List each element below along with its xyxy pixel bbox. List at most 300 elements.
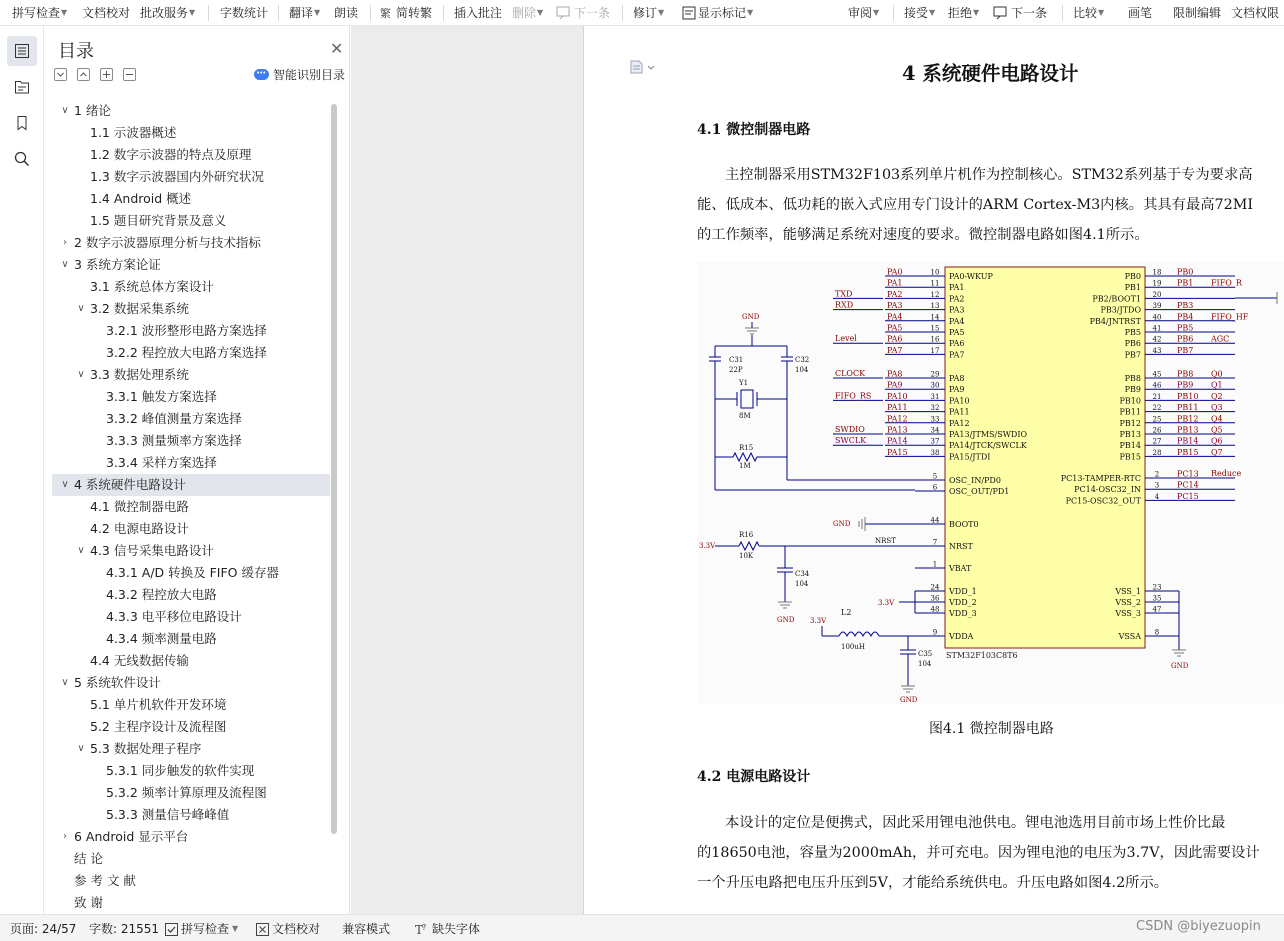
net-label: PA13 xyxy=(887,425,908,435)
pin-name: VDDA xyxy=(949,632,974,641)
toc-item[interactable] xyxy=(52,320,330,342)
svg-text:繁: 繁 xyxy=(380,7,391,20)
toc-item-label: 3 系统方案论证 xyxy=(74,257,161,272)
net-label: PB3 xyxy=(1177,301,1194,311)
signal-label: Q3 xyxy=(1211,403,1223,413)
net-label: PC15 xyxy=(1177,491,1199,501)
toc-item[interactable] xyxy=(52,452,330,474)
paragraph-line: 的工作频率，能够满足系统对速度的要求。微控制器电路如图4.1所示。 xyxy=(697,227,1149,243)
l2-label: L2 xyxy=(841,608,852,617)
crystal-y1 xyxy=(741,390,753,408)
toc-scrollbar[interactable] xyxy=(331,104,337,834)
outline-icon xyxy=(14,79,30,95)
chevron-down-icon: ▼ xyxy=(929,8,936,17)
svg-text:?: ? xyxy=(422,923,427,932)
toc-item-label: 参 考 文 献 xyxy=(74,873,136,888)
net-label: PA4 xyxy=(887,312,903,322)
pin-number: 39 xyxy=(1152,302,1162,311)
pin-number: 34 xyxy=(930,426,940,435)
toc-item-label: 致 谢 xyxy=(74,895,103,910)
close-icon[interactable]: ✕ xyxy=(330,39,344,58)
pin-name: PB2/BOOT1 xyxy=(1092,294,1141,304)
pin-name: PA9 xyxy=(949,385,965,395)
chevron-down-icon[interactable]: ∨ xyxy=(77,369,85,380)
net-label: PB1 xyxy=(1177,278,1194,288)
net-label: PB5 xyxy=(1177,323,1194,333)
document-permission-button[interactable]: 文档权限 xyxy=(1231,6,1280,20)
net-label: PA7 xyxy=(887,345,903,355)
pin-name: PB9 xyxy=(1124,385,1141,395)
chevron-down-icon: ▼ xyxy=(61,8,68,17)
rail-search-button[interactable] xyxy=(7,144,37,174)
status-proofread[interactable]: 文档校对 xyxy=(256,921,320,937)
chevron-down-icon[interactable]: ∨ xyxy=(77,545,85,556)
net-label: PA10 xyxy=(887,391,908,401)
pin-name: PB4/JNTRST xyxy=(1089,316,1141,326)
svg-text:T: T xyxy=(415,923,424,936)
net-label: PB9 xyxy=(1177,380,1194,390)
pin-name: VBAT xyxy=(949,564,972,573)
chevron-down-icon: ▼ xyxy=(873,8,880,17)
toc-item[interactable] xyxy=(52,716,330,738)
c31-value: 22P xyxy=(729,366,743,374)
chevron-down-icon: ▼ xyxy=(747,8,754,17)
net-label: PA8 xyxy=(887,369,903,379)
r16-label: R16 xyxy=(739,531,754,539)
toc-item-label: 4.3.1 A/D 转换及 FIFO 缓存器 xyxy=(106,565,279,580)
toc-item-label: 5.3 数据处理子程序 xyxy=(90,741,202,756)
gnd-label: GND xyxy=(777,616,795,624)
toc-item[interactable] xyxy=(52,760,330,782)
resistor-r16 xyxy=(739,542,759,550)
pin-name: VSS_3 xyxy=(1115,609,1141,618)
pin-name: VSSA xyxy=(1118,632,1141,641)
mcu-chip-name: STM32F103C8T6 xyxy=(946,651,1018,660)
pin-number: 20 xyxy=(1152,290,1162,299)
toc-item[interactable] xyxy=(52,628,330,650)
pin-name: PA12 xyxy=(949,418,970,428)
toc-item-label: 4.2 电源电路设计 xyxy=(90,521,189,536)
review-button[interactable]: 审阅▼ xyxy=(848,6,880,20)
c32-value: 104 xyxy=(795,366,809,374)
chevron-down-icon xyxy=(56,70,65,79)
pin-number: 40 xyxy=(1152,313,1162,322)
track-changes-button[interactable]: 修订▼ xyxy=(633,6,665,20)
minus-icon xyxy=(125,70,134,79)
page-format-icon[interactable] xyxy=(630,60,656,74)
toc-item-label: 3.3.2 峰值测量方案选择 xyxy=(106,411,242,426)
next-change-button[interactable]: 下一条 xyxy=(993,4,1047,22)
net-label: PB15 xyxy=(1177,447,1199,457)
toc-item-label: 4.1 微控制器电路 xyxy=(90,499,189,514)
next-change-icon xyxy=(993,6,1009,20)
chevron-down-icon: ▼ xyxy=(973,8,980,17)
pin-number: 21 xyxy=(1152,392,1162,401)
net-label: PA6 xyxy=(887,334,903,344)
pin-name: PB0 xyxy=(1124,272,1141,281)
chevron-right-icon[interactable]: › xyxy=(63,831,67,842)
toc-item-label: 6 Android 显示平台 xyxy=(74,829,189,844)
microcontroller-schematic[interactable] xyxy=(697,262,1284,704)
toc-item[interactable] xyxy=(52,672,330,694)
toc-item[interactable] xyxy=(52,298,330,320)
delete-comment-button[interactable]: 删除▼ xyxy=(512,6,544,20)
chevron-down-icon[interactable]: ∨ xyxy=(61,105,69,116)
toc-item[interactable] xyxy=(52,892,330,912)
document-page[interactable] xyxy=(583,26,1284,914)
pin-number: 46 xyxy=(1152,381,1162,390)
pin-name: PC13-TAMPER-RTC xyxy=(1060,474,1141,483)
pin-number: 14 xyxy=(930,313,940,322)
toc-item[interactable] xyxy=(52,518,330,540)
pin-number: 35 xyxy=(1152,594,1162,603)
pin-name: PB11 xyxy=(1119,407,1141,417)
pin-number: 1 xyxy=(932,560,938,569)
pin-number: 45 xyxy=(1152,370,1162,379)
toc-item[interactable] xyxy=(52,100,330,122)
pin-number: 32 xyxy=(930,404,940,413)
toc-item-label: 5 系统软件设计 xyxy=(74,675,161,690)
add-toc-item-button[interactable] xyxy=(100,68,113,81)
chevron-down-icon: ▼ xyxy=(537,8,544,17)
toc-item-label: 5.3.1 同步触发的软件实现 xyxy=(106,763,255,778)
pen-button[interactable]: 画笔 xyxy=(1128,6,1153,20)
c32-label: C32 xyxy=(795,356,810,364)
pin-number: 25 xyxy=(1152,415,1162,424)
pin-number: 3 xyxy=(1154,481,1160,490)
pin-number: 29 xyxy=(930,370,940,379)
rail-toc-button[interactable] xyxy=(7,36,37,66)
markup-icon xyxy=(682,6,696,20)
toc-item[interactable] xyxy=(52,342,330,364)
net-label: PA1 xyxy=(887,278,903,288)
pin-number: 9 xyxy=(932,628,938,637)
signal-label: FIFO_HF xyxy=(1211,312,1249,322)
net-label: PA5 xyxy=(887,323,903,333)
toc-item[interactable] xyxy=(52,804,330,826)
net-label: PB6 xyxy=(1177,334,1194,344)
pin-name: PA3 xyxy=(949,305,965,315)
toolbar-divider xyxy=(278,5,279,21)
signal-label: CLOCK xyxy=(835,369,866,378)
search-icon xyxy=(14,151,30,167)
net-label: PB4 xyxy=(1177,312,1194,322)
pin-name: PA13/JTMS/SWDIO xyxy=(949,430,1028,439)
signal-label: FIFO_RS xyxy=(835,391,872,401)
review-toolbar xyxy=(0,0,1284,26)
toc-item-label: 3.3.3 测量频率方案选择 xyxy=(106,433,242,448)
gnd-label: GND xyxy=(900,696,918,704)
pin-name: PB13 xyxy=(1119,430,1141,439)
toc-item-label: 5.1 单片机软件开发环境 xyxy=(90,697,227,712)
pin-name: PB7 xyxy=(1124,350,1141,360)
toc-item[interactable] xyxy=(52,474,330,496)
next-comment-button[interactable]: 下一条 xyxy=(556,4,610,22)
toc-item-label: 1.4 Android 概述 xyxy=(90,191,192,206)
paragraph-line: 的18650电池，容量为2000mAh，并可充电。因为锂电池的电压为3.7V，因此需要设计 xyxy=(697,845,1260,861)
pin-number: 4 xyxy=(1154,492,1160,501)
toc-item[interactable] xyxy=(52,166,330,188)
toc-item-label: 3.2.2 程控放大电路方案选择 xyxy=(106,345,267,360)
toc-item-label: 5.3.2 频率计算原理及流程图 xyxy=(106,785,267,800)
pin-name: PB15 xyxy=(1119,452,1141,462)
signal-label: AGC xyxy=(1211,334,1230,344)
net-label: PA2 xyxy=(887,289,903,299)
rail-bookmark-button[interactable] xyxy=(7,108,37,138)
watermark-text: CSDN @biyezuopin xyxy=(1136,919,1261,934)
page-indicator[interactable]: 页面: 24/57 xyxy=(10,922,77,936)
toc-item[interactable] xyxy=(52,562,330,584)
pin-number: 47 xyxy=(1152,605,1162,614)
toc-item[interactable] xyxy=(52,848,330,870)
chat-bubble-icon xyxy=(254,69,269,80)
accept-button[interactable]: 接受▼ xyxy=(904,6,936,20)
pin-name: NRST xyxy=(949,542,973,551)
toc-item-label: 1.2 数字示波器的特点及原理 xyxy=(90,147,252,162)
toc-item[interactable] xyxy=(52,408,330,430)
paragraph-line: 主控制器采用STM32F103系列单片机作为控制核心。STM32系列基于专为要求高 xyxy=(725,167,1253,183)
net-label: PB0 xyxy=(1177,267,1194,277)
toc-item[interactable] xyxy=(52,584,330,606)
toc-panel-title: 目录 xyxy=(58,41,94,62)
toc-item[interactable] xyxy=(52,122,330,144)
net-label: PA14 xyxy=(887,436,908,446)
signal-label: SWDIO xyxy=(835,425,865,434)
pin-number: 44 xyxy=(930,516,940,525)
toolbar-divider xyxy=(893,5,894,21)
pin-number: 16 xyxy=(930,335,940,344)
document-area xyxy=(351,26,1284,914)
toc-item-label: 4.3 信号采集电路设计 xyxy=(90,543,214,558)
pin-name: OSC_OUT/PD1 xyxy=(949,487,1010,496)
toolbar-divider xyxy=(1062,5,1063,21)
pin-name: PA4 xyxy=(949,316,965,326)
bookmark-icon xyxy=(14,115,30,131)
pin-number: 42 xyxy=(1152,335,1162,344)
gnd-label: GND xyxy=(833,520,851,528)
toc-item[interactable] xyxy=(52,540,330,562)
c34-label: C34 xyxy=(795,570,810,578)
chevron-down-icon: ▼ xyxy=(1098,8,1105,17)
toc-item[interactable] xyxy=(52,210,330,232)
toc-item[interactable] xyxy=(52,386,330,408)
figure-caption: 图4.1 微控制器电路 xyxy=(929,721,1054,737)
signal-label: Q0 xyxy=(1211,369,1223,379)
spell-check-button[interactable]: 拼写检查▼ xyxy=(12,6,68,20)
pin-name: VDD_1 xyxy=(949,587,977,596)
smart-toc-button[interactable]: •••智能识别目录 xyxy=(254,67,345,83)
translate-button[interactable]: 翻译▼ xyxy=(289,6,321,20)
pin-number: 24 xyxy=(930,583,940,592)
chevron-down-icon[interactable]: ∨ xyxy=(61,259,69,270)
toc-item-label: 4.3.4 频率测量电路 xyxy=(106,631,217,646)
net-label: PB13 xyxy=(1177,425,1199,435)
toc-item[interactable] xyxy=(52,650,330,672)
net-label: PC13 xyxy=(1177,469,1199,479)
toc-item[interactable] xyxy=(52,606,330,628)
toolbar-divider xyxy=(208,5,209,21)
paragraph-line: 本设计的定位是便携式，因此采用锂电池供电。锂电池选用目前市场上性价比最 xyxy=(725,815,1226,831)
net-label: PB14 xyxy=(1177,436,1199,446)
plus-icon xyxy=(102,70,111,79)
pin-name: PA15/JTDI xyxy=(949,452,991,462)
net-label: PB7 xyxy=(1177,345,1194,355)
restrict-editing-button[interactable]: 限制编辑 xyxy=(1173,6,1222,20)
c34-value: 104 xyxy=(795,580,809,588)
net-label: PA3 xyxy=(887,301,903,311)
pin-name: VDD_2 xyxy=(949,598,977,607)
toc-panel xyxy=(44,26,350,914)
signal-label: Q1 xyxy=(1211,380,1223,390)
pin-number: 13 xyxy=(930,302,940,311)
pin-number: 27 xyxy=(1152,437,1162,446)
signal-label: Level xyxy=(835,334,857,344)
toc-item-label: 4.3.3 电平移位电路设计 xyxy=(106,609,242,624)
v33-label: 3.3V xyxy=(810,617,827,625)
pin-name: PB5 xyxy=(1124,328,1141,337)
pin-name: PA0-WKUP xyxy=(949,272,993,281)
pin-number: 26 xyxy=(1152,426,1162,435)
pin-number: 11 xyxy=(930,279,940,288)
pin-name: PA14/JTCK/SWCLK xyxy=(949,441,1027,451)
toc-item-label: 4.3.2 程控放大电路 xyxy=(106,587,217,602)
pin-number: 22 xyxy=(1152,404,1162,413)
toolbar-divider xyxy=(622,5,623,21)
pin-name: VDD_3 xyxy=(949,609,977,618)
toc-item[interactable] xyxy=(52,276,330,298)
chevron-down-icon[interactable]: ∨ xyxy=(61,677,69,688)
correction-service-button[interactable]: 批改服务▼ xyxy=(140,6,196,20)
simplified-traditional-button[interactable]: 繁 简转繁 xyxy=(380,6,433,20)
pin-name: PA10 xyxy=(949,396,970,406)
pin-number: 33 xyxy=(930,415,940,424)
pin-number: 38 xyxy=(930,448,940,457)
chevron-down-icon: ▼ xyxy=(314,8,321,17)
pin-name: VSS_1 xyxy=(1115,587,1141,596)
insert-comment-button[interactable]: 插入批注 xyxy=(454,6,503,20)
pin-number: 19 xyxy=(1152,279,1162,288)
signal-label: Q2 xyxy=(1211,391,1223,401)
status-bar xyxy=(0,914,1284,941)
expand-all-button[interactable] xyxy=(77,68,90,81)
chevron-down-icon: ▼ xyxy=(658,8,665,17)
y1-label: Y1 xyxy=(739,379,749,387)
schematic-drawing xyxy=(697,262,1284,704)
chevron-down-icon[interactable]: ∨ xyxy=(77,303,85,314)
rail-outline-button[interactable] xyxy=(7,72,37,102)
toc-item-label: 2 数字示波器原理分析与技术指标 xyxy=(74,235,261,250)
toc-item[interactable] xyxy=(52,694,330,716)
toolbar-divider xyxy=(443,5,444,21)
pin-number: 17 xyxy=(930,346,940,355)
toc-item-label: 5.2 主程序设计及流程图 xyxy=(90,719,227,734)
signal-label: Q7 xyxy=(1211,447,1223,457)
chevron-down-icon[interactable]: ∨ xyxy=(77,743,85,754)
toc-item[interactable] xyxy=(52,738,330,760)
pin-number: 36 xyxy=(930,594,940,603)
toc-item[interactable] xyxy=(52,496,330,518)
chevron-down-icon[interactable]: ∨ xyxy=(61,479,69,490)
toc-item-label: 4.4 无线数据传输 xyxy=(90,653,189,668)
remove-toc-item-button[interactable] xyxy=(123,68,136,81)
toc-item[interactable] xyxy=(52,430,330,452)
toc-item[interactable] xyxy=(52,144,330,166)
collapse-all-button[interactable] xyxy=(54,68,67,81)
signal-label: RXD xyxy=(835,300,854,310)
toc-item[interactable] xyxy=(52,364,330,386)
toc-item[interactable] xyxy=(52,782,330,804)
paragraph-4-1 xyxy=(697,160,1253,250)
net-label: PB8 xyxy=(1177,369,1194,379)
pin-number: 23 xyxy=(1152,583,1162,592)
pin-name: PA2 xyxy=(949,294,965,304)
pin-name: PB1 xyxy=(1124,283,1141,293)
pin-name: OSC_IN/PD0 xyxy=(949,476,1001,485)
r15-value: 1M xyxy=(739,462,751,470)
gnd-label: GND xyxy=(1171,662,1189,670)
signal-label: Q6 xyxy=(1211,436,1223,446)
toc-item[interactable] xyxy=(52,826,330,848)
section-heading-4-1: 4.1 微控制器电路 xyxy=(697,122,811,138)
pin-number: 8 xyxy=(1154,628,1160,637)
pin-name: PA11 xyxy=(949,407,970,417)
missing-font-button[interactable]: T ? 缺失字体 xyxy=(415,922,481,936)
pin-name: BOOT0 xyxy=(949,520,979,529)
toc-item-label: 3.3.4 采样方案选择 xyxy=(106,455,217,470)
toc-item[interactable] xyxy=(52,254,330,276)
v33-label: 3.3V xyxy=(699,542,716,550)
status-spell-check[interactable]: 拼写检查 ▼ xyxy=(165,921,238,937)
compare-button[interactable]: 比较▼ xyxy=(1073,6,1105,20)
pin-number: 28 xyxy=(1152,448,1162,457)
pin-name: PC15-OSC32_OUT xyxy=(1065,496,1141,506)
nrst-label: NRST xyxy=(875,537,896,545)
word-count-indicator[interactable]: 字数: 21551 xyxy=(89,922,160,936)
convert-chinese-icon xyxy=(380,6,394,20)
chevron-right-icon[interactable]: › xyxy=(63,237,67,248)
signal-label: FIFO_R xyxy=(1211,278,1242,288)
word-count-button[interactable]: 字数统计 xyxy=(220,6,269,20)
navigation-rail xyxy=(0,26,44,914)
pin-number: 41 xyxy=(1152,324,1162,333)
pin-number: 10 xyxy=(930,268,940,277)
toc-item[interactable] xyxy=(52,232,330,254)
read-aloud-button[interactable]: 朗读 xyxy=(334,6,359,20)
toc-item-label: 3.3.1 触发方案选择 xyxy=(106,389,217,404)
toc-item-label: 1.5 题目研究背景及意义 xyxy=(90,213,227,228)
reject-button[interactable]: 拒绝▼ xyxy=(948,6,980,20)
toc-item-label: 1 绪论 xyxy=(74,103,111,118)
toc-item[interactable] xyxy=(52,870,330,892)
toc-icon xyxy=(14,43,30,59)
pin-name: PA7 xyxy=(949,350,965,360)
pin-name: PC14-OSC32_IN xyxy=(1074,485,1141,495)
net-label: PA15 xyxy=(887,447,908,457)
pin-number: 43 xyxy=(1152,346,1162,355)
section-heading-4-2: 4.2 电源电路设计 xyxy=(697,769,811,785)
toc-item[interactable] xyxy=(52,188,330,210)
c35-label: C35 xyxy=(918,650,933,658)
pin-number: 31 xyxy=(930,392,940,401)
net-label: PA11 xyxy=(887,403,908,413)
pin-number: 7 xyxy=(932,538,938,547)
show-markup-button[interactable]: 显示标记▼ xyxy=(682,4,753,22)
pin-number: 18 xyxy=(1152,268,1162,277)
resistor-r15 xyxy=(715,453,787,461)
pin-name: VSS_2 xyxy=(1115,598,1141,607)
proofread-button[interactable]: 文档校对 xyxy=(82,6,131,20)
signal-label: Reduce xyxy=(1211,469,1242,478)
